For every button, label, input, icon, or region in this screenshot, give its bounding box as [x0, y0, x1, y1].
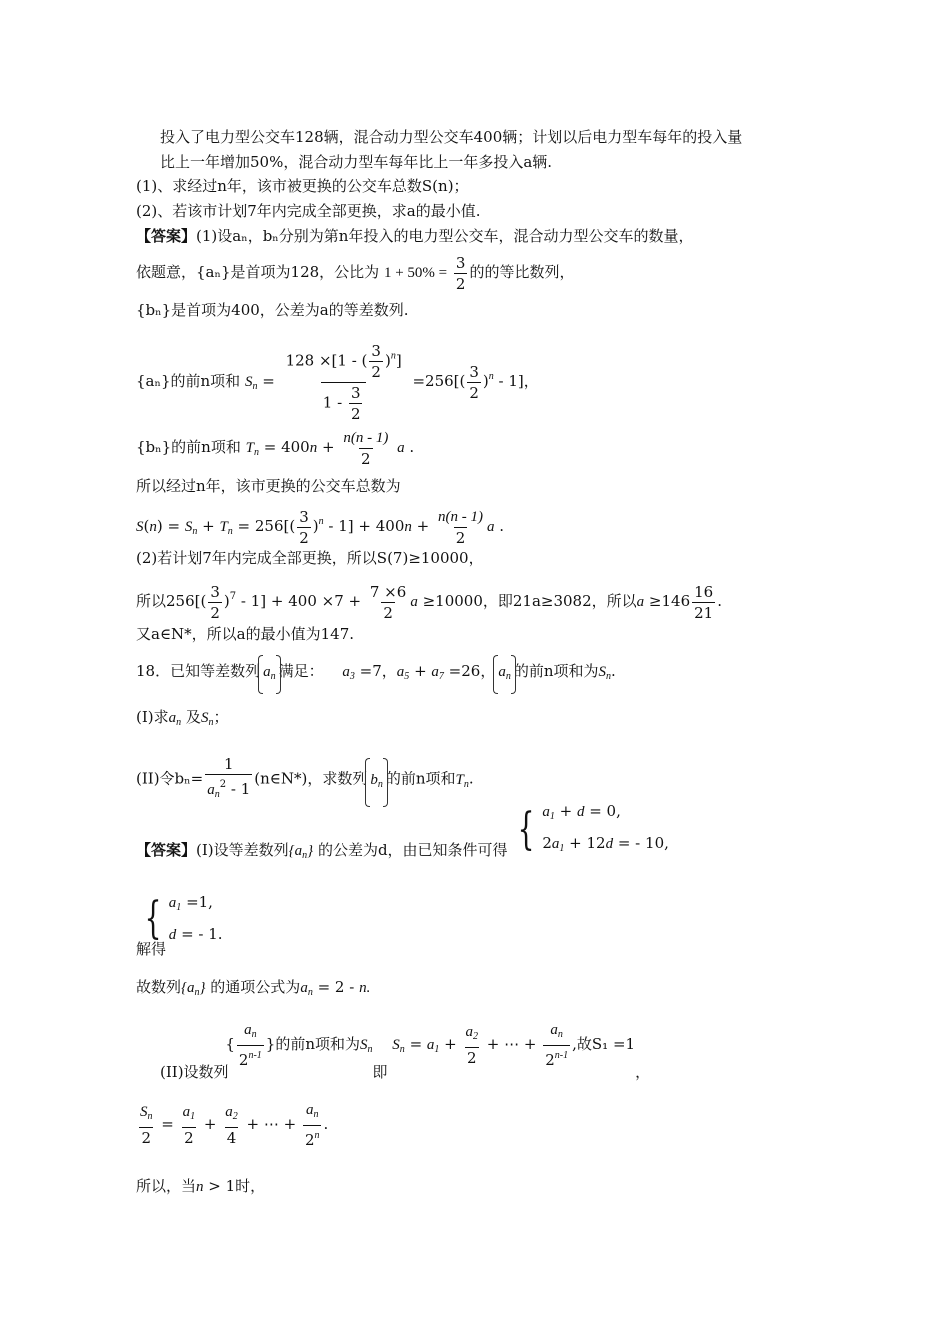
answer-line-2 [136, 252, 574, 294]
general-term-line: 故数列$\{a_n\}$ 的通项公式为$a_n = 2 - n$. [136, 978, 371, 998]
answer-text: 的的等比数列， [469, 263, 575, 281]
question-part-2: (II)令bₙ= $\frac{1}{a_n^2 - 1}$ (n∈N*)，求数列 $b_n$ 的前n项和$T_n$. [136, 754, 474, 807]
an-sum-formula-line: {aₙ}的前n项和 $S_n$ = 128 ×[1 - ( $\frac{3}{2}$ )$^n$] 1 - $\frac{3}{2}$ =256[( $\frac{3}{2}$ )$^n$ - 1]， [136, 341, 539, 423]
problem-text-line-2: 比上一年增加50%，混合动力型车每年比上一年多投入a辆. [160, 153, 553, 171]
final-line: 所以，当n > 1时， [136, 1177, 266, 1195]
question-text: (II)令bₙ= [136, 769, 204, 788]
answer-text: {bₙ}的前n项和 [136, 438, 241, 456]
answer-text: (I)设等差数列 [196, 841, 289, 859]
question-text: 的前n项和 [385, 769, 456, 788]
question-text: 满足： [278, 662, 324, 680]
inequality-line: 所以256[( $\frac{3}{2}$ )$^7$ - 1] + 400 ×7 + $\frac{7 \times 6}{2}$ a ≥10000，即21a≥3082，所以a ≥146 $\frac{16}{21}$ . [136, 582, 722, 622]
answer2-line-1: 【答案】(I)设等差数列$\{a_n\}$ 的公差为d，由已知条件可得 { $a_1 + d = 0$, $2a_1 + 12d$ = - 10, [136, 820, 669, 886]
answer-text: ，即21a≥3082，所以 [482, 592, 637, 610]
answer-text: (1)设aₙ，bₙ分别为第n年投入的电力型公交车，混合动力型公交车的数量， [196, 227, 694, 245]
answer-text: 即 [372, 1063, 388, 1081]
sub-question-2: (2)、若该市计划7年内完成全部更换，求a的最小值. [136, 202, 481, 220]
answer-text: 故数列 [136, 978, 182, 996]
solution-system: { $a_1 =1$, d = - 1. [144, 892, 223, 944]
sum-fraction: 128 ×[1 - ( $\frac{3}{2}$ )$^n$] 1 - $\frac{3}{2}$ [285, 341, 402, 423]
question-text: (n∈N*)，求数列 [254, 769, 368, 788]
question-text: 的前n项和为 [513, 662, 599, 680]
answer-text: (II)设数列 [160, 1063, 229, 1081]
fraction-3-2: $\frac{3}{2}$ [455, 253, 466, 293]
ratio-formula: 1 + 50% = [383, 265, 448, 281]
formula: $S_n$ [244, 374, 258, 392]
solution-line [136, 892, 223, 979]
answer-text: 所以 [136, 592, 167, 610]
answer-line-1 [136, 226, 693, 246]
question-text: 18．已知等差数列 [136, 662, 261, 680]
bn-sum-formula-line: {bₙ}的前n项和 $T_n = 400n$ + $\frac{n(n - 1)}{2}$ a . [136, 429, 415, 468]
answer-tag: 【答案】 [136, 841, 197, 859]
answer-conclusion: 又a∈N*，所以a的最小值为147. [136, 625, 355, 643]
equation-system: { $a_1 + d = 0$, $2a_1 + 12d$ = - 10, [517, 802, 669, 855]
half-sum-line: $\frac{S_n}{2}$ = $\frac{a_1}{2}$ + $\frac{a_2}{4}$ + ⋯ + $\frac{a_n}{2^n}$ . [140, 1102, 329, 1149]
answer-part-2: (2)若计划7年内完成全部更换，所以S(7)≥10000， [136, 549, 484, 567]
question-text: (I)求 [136, 708, 169, 726]
answer-text: 解得 [136, 940, 167, 958]
answer-text: 的通项公式为 [210, 978, 301, 996]
answer-text: 的前n项和为 [275, 1035, 360, 1053]
question-18: 18．已知等差数列 $a_n$ 满足： $a_3 =7$，$a_5 + a_7 =26$， $a_n$ 的前n项和为$S_n$. [136, 654, 616, 694]
answer-text: 故S₁ =1 [576, 1035, 636, 1053]
sub-question-1: (1)、求经过n年，该市被更换的公交车总数S(n)； [136, 177, 469, 195]
question-text: 及 [185, 708, 201, 726]
answer-text: 的公差为d，由已知条件可得 [317, 841, 508, 859]
total-formula-line: $S(n) = S_n + T_n = 256$[( $\frac{3}{2}$ )$^n$ - 1] + 400n + $\frac{n(n - 1)}{2}$ a . [136, 507, 505, 547]
problem-text-line-1: 投入了电力型公交车128辆，混合动力型公交车400辆；计划以后电力型车每年的投入量 [160, 128, 743, 146]
answer2-part-2: (II)设数列 { $\frac{a_n}{2^{n-1}}$ }的前n项和为$S_n$即 $S_n = a_1$ + $\frac{a_2}{2}$ + ⋯ + $\frac{a_n}{2^{n-1}}$ ,故S₁ =1， [160, 1022, 651, 1081]
answer-text: 时， [235, 1177, 266, 1195]
answer-text: 依题意，{aₙ}是首项为128，公比为 [136, 263, 380, 281]
answer-text: 所以，当 [136, 1177, 197, 1195]
answer-line-total: 所以经过n年，该市更换的公交车总数为 [136, 477, 401, 495]
question-part-1: (I)求$a_n$ 及$S_n$； [136, 708, 229, 728]
answer-tag: 【答案】 [136, 227, 197, 245]
answer-line-3: {bₙ}是首项为400，公差为a的等差数列. [136, 301, 409, 319]
answer-text: {aₙ}的前n项和 [136, 372, 241, 390]
